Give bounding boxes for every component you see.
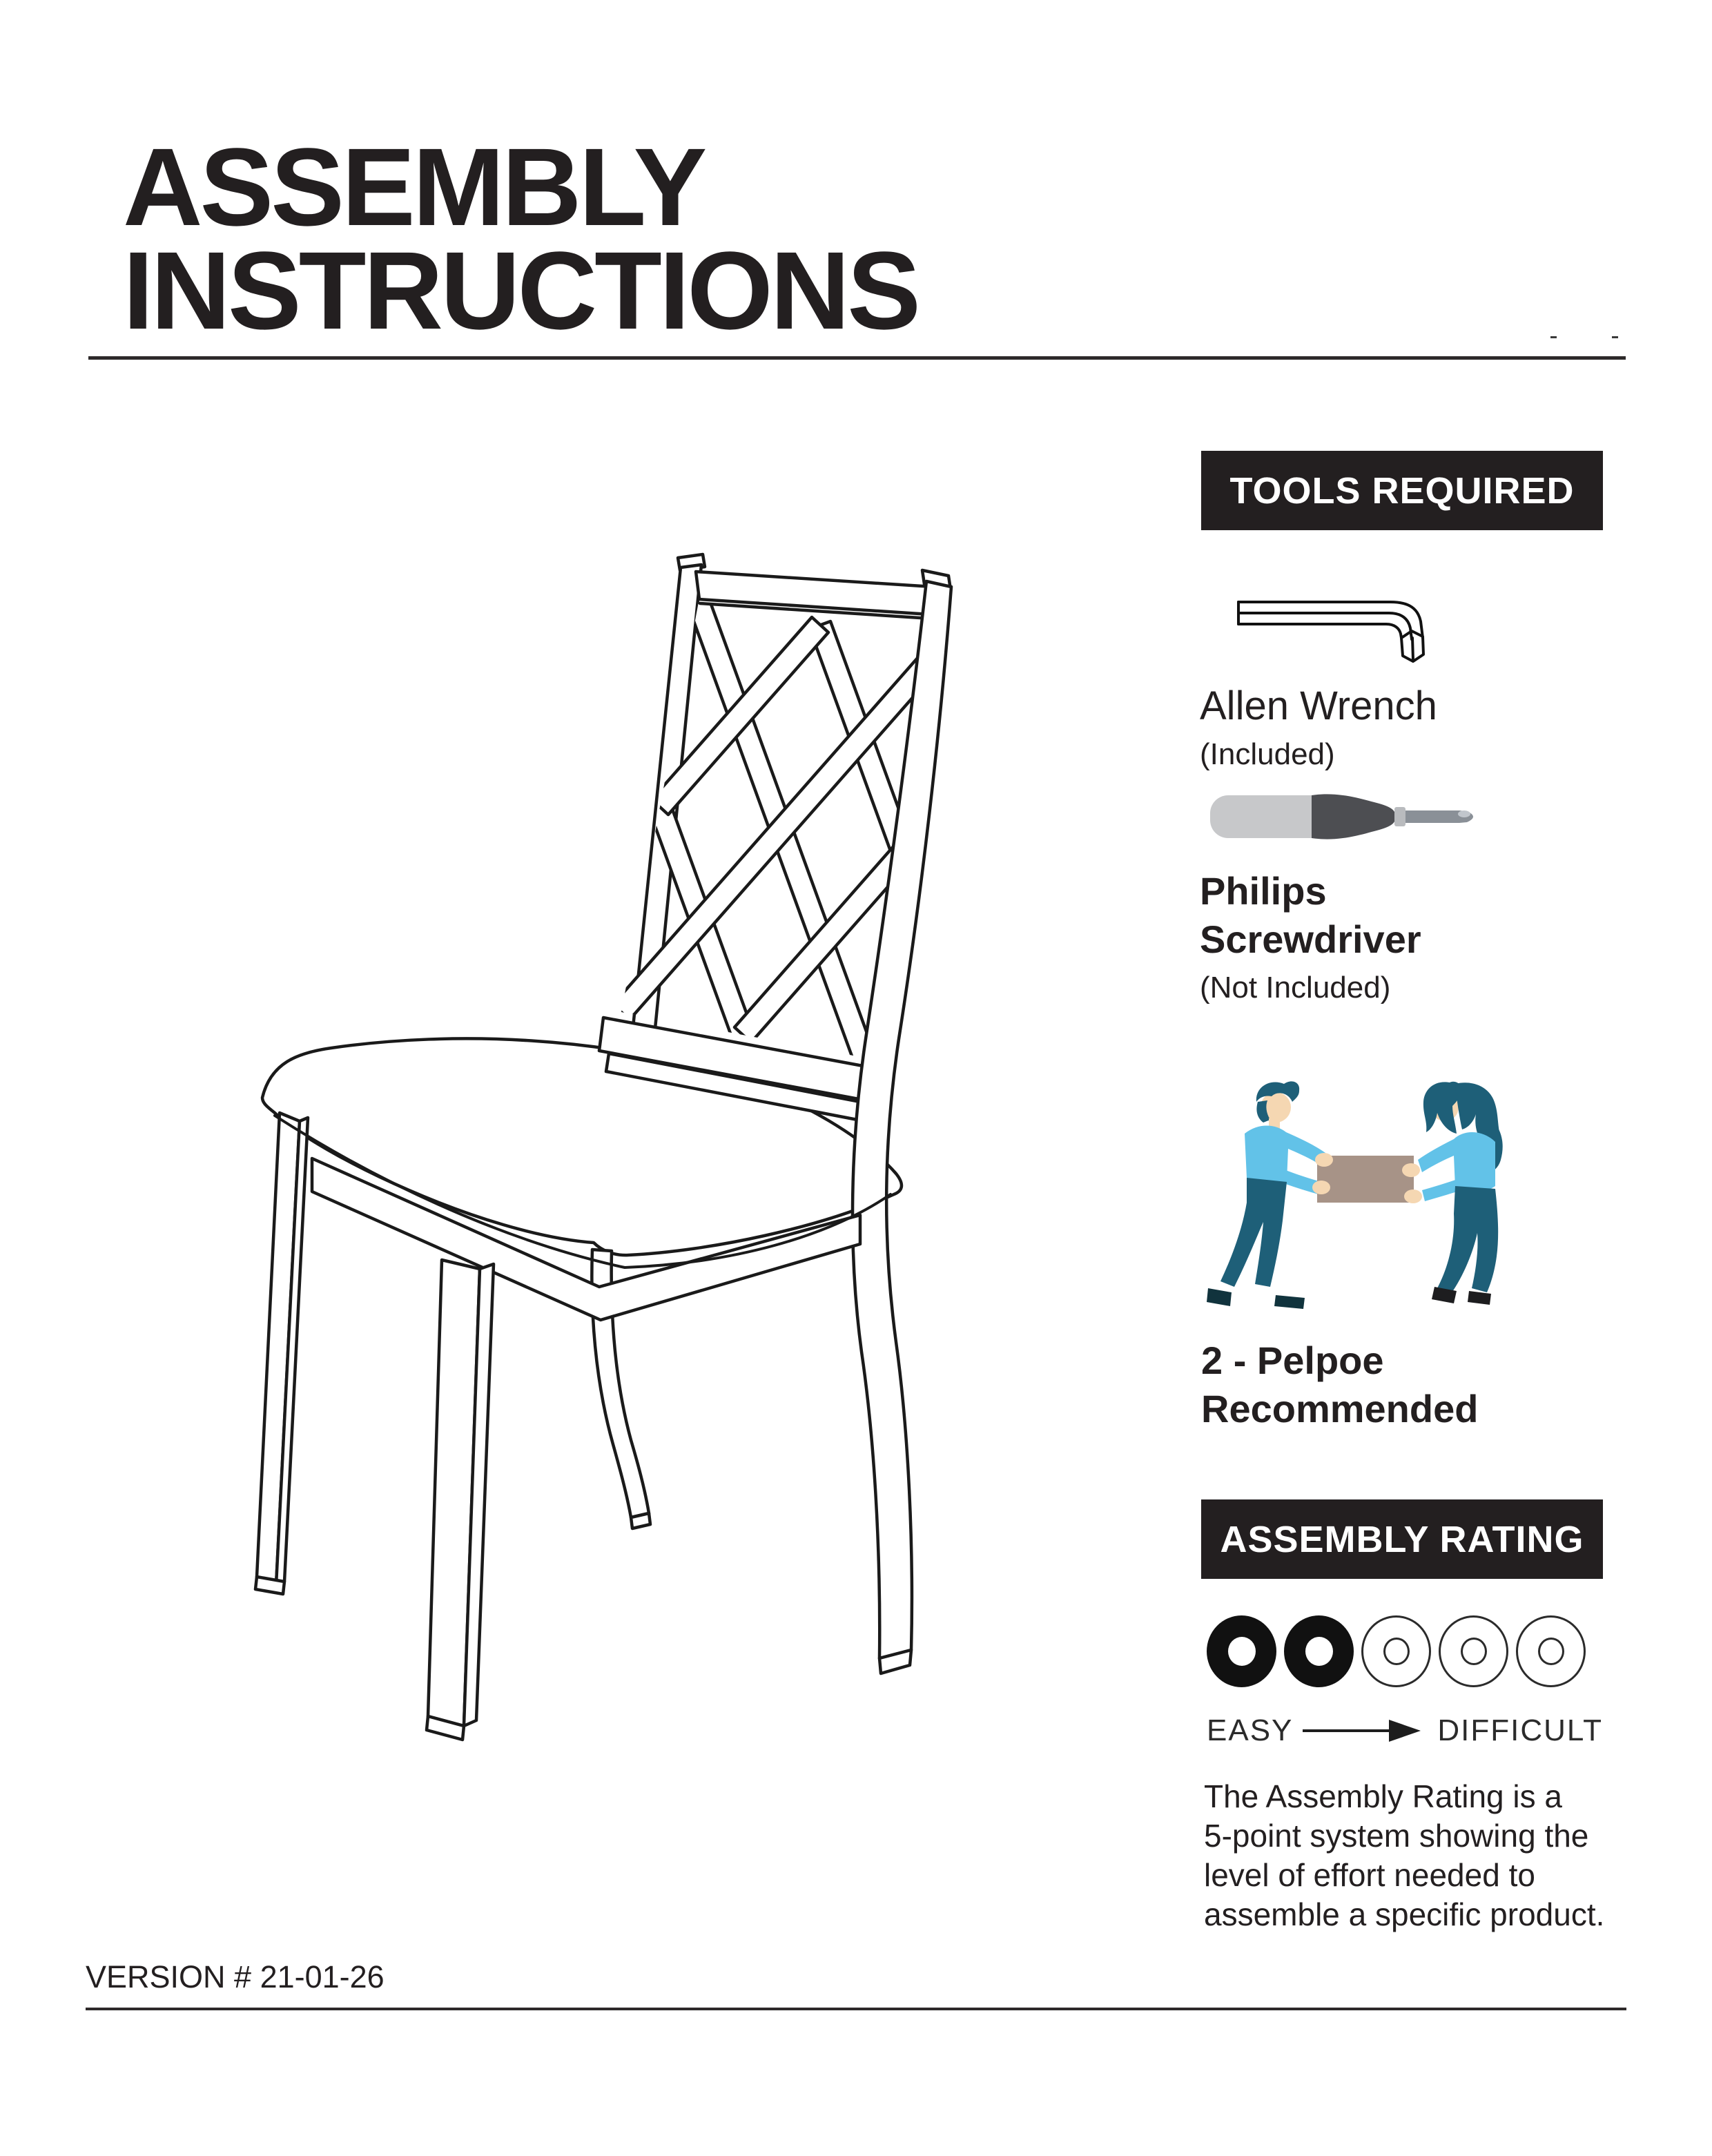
scale-difficult-label: DIFFICULT — [1437, 1713, 1603, 1747]
allen-wrench-icon — [1236, 598, 1443, 670]
person-left — [1207, 1081, 1325, 1309]
philips-screwdriver-icon — [1208, 793, 1474, 841]
tool-name-philips-screwdriver — [1200, 867, 1421, 964]
people-recommended-line: Recommended — [1201, 1387, 1479, 1430]
tool-name-line: Allen Wrench — [1200, 683, 1437, 728]
rating-description — [1204, 1777, 1646, 1934]
header-divider-line — [88, 356, 1626, 360]
scale-arrow-head-icon — [1389, 1720, 1421, 1742]
rating-description-line: level of effort needed to — [1204, 1857, 1535, 1893]
chair-line-art-drawing — [228, 538, 1001, 1774]
assembly-rating-banner — [1201, 1499, 1603, 1579]
rating-dot — [1439, 1615, 1508, 1687]
people-recommended-label — [1201, 1337, 1478, 1433]
tool-name-line: Screwdriver — [1200, 917, 1421, 961]
tool-availability-philips-screwdriver: (Not Included) — [1200, 971, 1391, 1004]
rating-dot — [1284, 1615, 1354, 1687]
screwdriver-philips-tip — [1458, 810, 1470, 817]
tool-availability-allen-wrench: (Included) — [1200, 737, 1335, 771]
version-label: VERSION # 21-01-26 — [86, 1959, 385, 1994]
page-title-line1: ASSEMBLY — [123, 125, 705, 249]
tools-required-banner-label: TOOLS REQUIRED — [1229, 469, 1575, 512]
tools-required-banner — [1201, 451, 1603, 530]
screwdriver-ferrule — [1394, 807, 1405, 826]
rating-description-line: assemble a specific product. — [1204, 1896, 1605, 1932]
rating-dot — [1207, 1615, 1276, 1687]
tool-name-line: Philips — [1200, 869, 1327, 913]
footer-divider-line — [86, 2008, 1626, 2010]
two-people-carrying-box-icon — [1207, 1078, 1510, 1310]
chair-top-rail — [696, 572, 933, 614]
tool-name-allen-wrench — [1200, 682, 1437, 730]
difficulty-scale — [1207, 1713, 1603, 1748]
page-title-line2: INSTRUCTIONS — [123, 229, 918, 352]
page-title — [123, 125, 918, 352]
print-artifact-dashes — [1550, 336, 1626, 340]
rating-dots — [1207, 1615, 1603, 1687]
rating-description-line: The Assembly Rating is a — [1204, 1778, 1563, 1814]
screwdriver-grip — [1312, 794, 1394, 839]
people-recommended-line: 2 - Pelpoe — [1201, 1339, 1384, 1382]
person-right — [1418, 1082, 1503, 1305]
scale-easy-label: EASY — [1207, 1713, 1294, 1747]
rating-description-line: 5-point system showing the — [1204, 1818, 1589, 1854]
rating-dot — [1361, 1615, 1431, 1687]
assembly-rating-banner-label: ASSEMBLY RATING — [1220, 1518, 1584, 1560]
scale-arrow-line — [1303, 1729, 1389, 1732]
rating-dot — [1516, 1615, 1586, 1687]
